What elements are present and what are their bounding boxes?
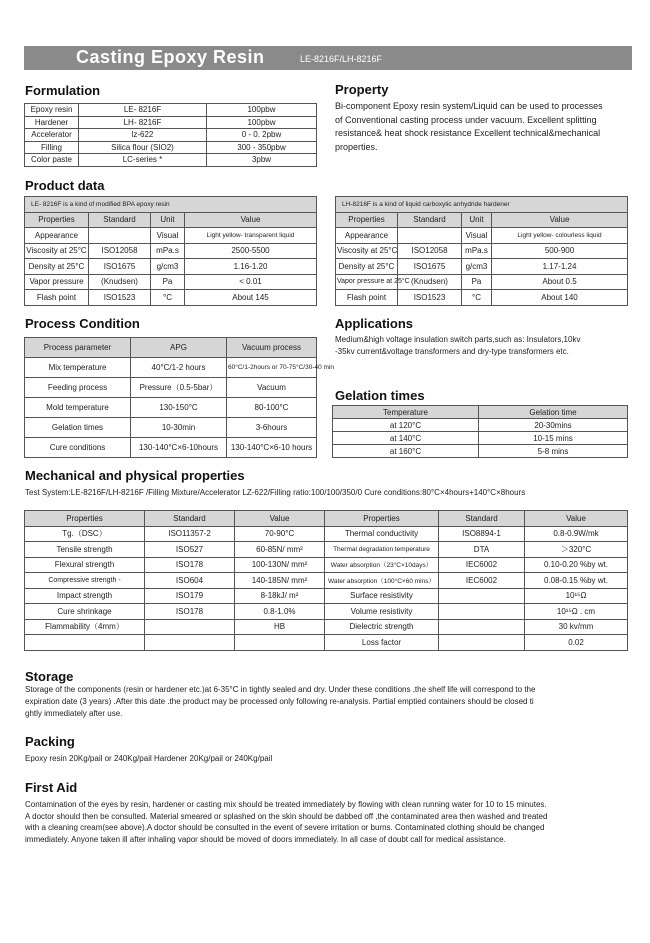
table-row bbox=[25, 116, 317, 129]
process-condition-table bbox=[24, 337, 335, 458]
table-cell: < 0.01 bbox=[185, 274, 317, 290]
table-cell: 10-30min bbox=[131, 418, 227, 438]
applications-line: -35kv current&voltage transformers and dry-type transformers etc. bbox=[335, 347, 569, 356]
table-cell: Surface resistivity bbox=[325, 588, 439, 604]
table-cell: 130-150°C bbox=[131, 398, 227, 418]
table-cell: Vapor pressure at 25°C bbox=[336, 274, 398, 290]
applications-heading: Applications bbox=[335, 316, 414, 331]
packing-heading: Packing bbox=[25, 734, 75, 749]
product-data-heading: Product data bbox=[25, 178, 105, 193]
column-header: Value bbox=[185, 212, 317, 228]
table-cell: Impact strength bbox=[25, 588, 145, 604]
table-cell bbox=[145, 635, 235, 651]
table-row bbox=[333, 445, 628, 458]
table-cell: Light yellow- colourless liquid bbox=[492, 228, 628, 244]
table-row bbox=[25, 259, 317, 275]
table-header-row bbox=[25, 338, 317, 358]
storage-heading: Storage bbox=[25, 669, 74, 684]
resin-product-table bbox=[24, 196, 317, 306]
table-cell: g/cm3 bbox=[462, 259, 492, 275]
formulation-heading: Formulation bbox=[25, 83, 101, 98]
table-cell: 100pbw bbox=[207, 104, 317, 117]
column-header: Standard bbox=[439, 511, 525, 527]
table-cell: Cure shrinkage bbox=[25, 604, 145, 620]
column-header: Properties bbox=[325, 511, 439, 527]
table-row bbox=[25, 604, 628, 620]
column-header: Gelation time bbox=[479, 406, 628, 419]
table-cell: 100-130N/ mm² bbox=[235, 557, 325, 573]
column-header: Vacuum process bbox=[227, 338, 317, 358]
table-cell: DTA bbox=[439, 542, 525, 558]
table-cell bbox=[398, 228, 462, 244]
storage-description bbox=[25, 684, 635, 720]
table-cell: lz-622 bbox=[79, 129, 207, 142]
table-cell: 130-140°C×6-10 hours bbox=[227, 438, 317, 458]
process-condition-heading: Process Condition bbox=[25, 316, 140, 331]
table-cell: 0.8-1.0% bbox=[235, 604, 325, 620]
column-header: Standard bbox=[145, 511, 235, 527]
table-cell: 500-900 bbox=[492, 243, 628, 259]
table-cell: Density at 25°C bbox=[336, 259, 398, 275]
table-row bbox=[25, 619, 628, 635]
table-cell: °C bbox=[151, 290, 185, 306]
table-cell: 0.08-0.15 %by wt. bbox=[525, 573, 628, 589]
table-cell: Feeding process bbox=[25, 378, 131, 398]
table-cell: 3pbw bbox=[207, 154, 317, 167]
property-line: of Conventional casting process under vacuum. Excellent splitting bbox=[335, 114, 597, 125]
table-cell: LC-series * bbox=[79, 154, 207, 167]
table-cell: 1.17-1.24 bbox=[492, 259, 628, 275]
gelation-times-table bbox=[332, 405, 628, 458]
table-cell: LH- 8216F bbox=[79, 116, 207, 129]
table-cell: ISO11357-2 bbox=[145, 526, 235, 542]
table-cell: Flammability（4mm） bbox=[25, 619, 145, 635]
column-header: Unit bbox=[462, 212, 492, 228]
table-cell: 0.02 bbox=[525, 635, 628, 651]
first-aid-heading: First Aid bbox=[25, 780, 78, 795]
table-cell: About 145 bbox=[185, 290, 317, 306]
table-cell: Flash point bbox=[25, 290, 89, 306]
table-cell: 10-15 mins bbox=[479, 432, 628, 445]
property-line: Bi-component Epoxy resin system/Liquid can be used to processes bbox=[335, 101, 603, 111]
first-aid-line: with a cleaning cream(see above).A doctor should be consulted in the event of severe irritation or burns. Contaminated clothing should be changed bbox=[25, 823, 545, 832]
column-header: Process parameter bbox=[25, 338, 131, 358]
table-header-row bbox=[336, 212, 628, 228]
table-cell bbox=[439, 635, 525, 651]
table-row bbox=[25, 573, 628, 589]
table-row bbox=[25, 557, 628, 573]
table-cell: IEC6002 bbox=[439, 557, 525, 573]
table-cell: 60-85N/ mm² bbox=[235, 542, 325, 558]
table-cell: ISO1523 bbox=[398, 290, 462, 306]
table-row bbox=[25, 588, 628, 604]
column-header: Standard bbox=[398, 212, 462, 228]
table-cell bbox=[25, 635, 145, 651]
storage-line: expiration date (3 years) .After this date .the product may be processed only following re-analysis. Partial emptied containers should be closed ti bbox=[25, 697, 534, 706]
table-cell: HB bbox=[235, 619, 325, 635]
mechanical-heading: Mechanical and physical properties bbox=[25, 468, 245, 483]
table-cell: Dielectric strength bbox=[325, 619, 439, 635]
table-row bbox=[336, 290, 628, 306]
column-header: Properties bbox=[25, 511, 145, 527]
table-cell: ISO1675 bbox=[89, 259, 151, 275]
table-row bbox=[25, 243, 317, 259]
table-cell: 3-6hours bbox=[227, 418, 317, 438]
table-row bbox=[25, 228, 317, 244]
table-cell: (Knudsen) bbox=[89, 274, 151, 290]
table-cell: Appearance bbox=[25, 228, 89, 244]
table-row bbox=[25, 526, 628, 542]
table-cell bbox=[89, 228, 151, 244]
table-cell: ISO12058 bbox=[89, 243, 151, 259]
table-cell: Volume resistivity bbox=[325, 604, 439, 620]
table-cell: About 0.5 bbox=[492, 274, 628, 290]
table-cell: Appearance bbox=[336, 228, 398, 244]
table-cell: Thermal degradation temperature bbox=[325, 542, 439, 558]
first-aid-line: A doctor should then be consulted. Material smeared or splashed on the skin should be dabbed off ,the contaminated area then washed and treated bbox=[25, 811, 548, 821]
table-row bbox=[336, 259, 628, 275]
table-cell: Water absorption（100°C×60 mins） bbox=[325, 573, 439, 589]
table-cell: ISO604 bbox=[145, 573, 235, 589]
table-cell bbox=[145, 619, 235, 635]
table-cell: mPa.s bbox=[462, 243, 492, 259]
first-aid-description bbox=[25, 799, 637, 845]
table-cell: Flexural strength bbox=[25, 557, 145, 573]
column-header: Value bbox=[235, 511, 325, 527]
table-cell: ISO1675 bbox=[398, 259, 462, 275]
table-cell: Pressure（0.5-5bar） bbox=[131, 378, 227, 398]
table-row bbox=[336, 274, 628, 290]
table-cell: ISO178 bbox=[145, 557, 235, 573]
first-aid-line: immediately. Anyone taken ill after inhaling vapor should be moved of doors immediately. In all case of doubt call for medical assistance. bbox=[25, 834, 506, 844]
table-cell: Pa bbox=[462, 274, 492, 290]
table-cell: ISO179 bbox=[145, 588, 235, 604]
table-cell bbox=[439, 619, 525, 635]
property-heading: Property bbox=[335, 82, 389, 97]
gelation-times-heading: Gelation times bbox=[335, 388, 425, 403]
table-header-row bbox=[333, 406, 628, 419]
table-cell: 80-100°C bbox=[227, 398, 317, 418]
table-row bbox=[25, 154, 317, 167]
table-cell: Gelation times bbox=[25, 418, 131, 438]
table-cell: Visual bbox=[462, 228, 492, 244]
table-cell: 130-140°C×6-10hours bbox=[131, 438, 227, 458]
table-cell: Compressive strength - bbox=[25, 573, 145, 589]
table-cell: Color paste bbox=[25, 154, 79, 167]
table-cell: 5-8 mins bbox=[479, 445, 628, 458]
table-row bbox=[25, 358, 317, 378]
table-cell: 60°C/1-2hours or 70-75°C/30-40 min bbox=[227, 358, 317, 378]
applications-line: Medium&high voltage insulation switch parts,such as: Insulators,10kv bbox=[335, 335, 581, 344]
table-cell: 1.16-1.20 bbox=[185, 259, 317, 275]
property-description bbox=[335, 100, 635, 154]
column-header: Value bbox=[492, 212, 628, 228]
table-cell: Tensile strength bbox=[25, 542, 145, 558]
table-cell: 10¹⁵Ω bbox=[525, 588, 628, 604]
table-cell: Loss factor bbox=[325, 635, 439, 651]
table-cell: Vapor pressure bbox=[25, 274, 89, 290]
table-cell bbox=[439, 604, 525, 620]
table-row bbox=[25, 438, 317, 458]
applications-description bbox=[335, 334, 635, 358]
table-caption: LE- 8216F is a kind of modified BPA epoxy resin bbox=[25, 197, 317, 213]
table-cell: Mold temperature bbox=[25, 398, 131, 418]
table-cell: 70-90°C bbox=[235, 526, 325, 542]
table-row bbox=[25, 418, 317, 438]
table-cell: at 160°C bbox=[333, 445, 479, 458]
table-cell: 0.10-0.20 %by wt. bbox=[525, 557, 628, 573]
table-cell: 0.8-0.9W/mk bbox=[525, 526, 628, 542]
table-cell: Tg.（DSC） bbox=[25, 526, 145, 542]
table-cell: Viscosity at 25°C bbox=[336, 243, 398, 259]
table-row bbox=[336, 243, 628, 259]
table-header-row bbox=[25, 511, 628, 527]
table-cell: °C bbox=[462, 290, 492, 306]
column-header: Temperature bbox=[333, 406, 479, 419]
table-cell: (Knudsen) bbox=[398, 274, 462, 290]
table-cell: ISO8894-1 bbox=[439, 526, 525, 542]
table-row bbox=[25, 398, 317, 418]
table-cell: Epoxy resin bbox=[25, 104, 79, 117]
property-line: resistance& heat shock resistance Excellent technical&mechanical bbox=[335, 128, 601, 138]
title-banner bbox=[24, 46, 632, 70]
table-cell: Accelerator bbox=[25, 129, 79, 142]
table-cell: Cure conditions bbox=[25, 438, 131, 458]
column-header: Unit bbox=[151, 212, 185, 228]
table-cell: 30 kv/mm bbox=[525, 619, 628, 635]
table-cell: ISO178 bbox=[145, 604, 235, 620]
mechanical-properties-table bbox=[24, 510, 628, 651]
table-cell: Pa bbox=[151, 274, 185, 290]
table-cell: 40°C/1-2 hours bbox=[131, 358, 227, 378]
table-header-row bbox=[25, 212, 317, 228]
table-cell: 20-30mins bbox=[479, 419, 628, 432]
table-cell: Mix temperature bbox=[25, 358, 131, 378]
storage-line: ghtly immediately after use. bbox=[25, 709, 123, 718]
table-cell: ISO1523 bbox=[89, 290, 151, 306]
hardener-product-table bbox=[335, 196, 628, 306]
property-line: properties. bbox=[335, 141, 378, 152]
table-cell: Water absorption（23°C×10days） bbox=[325, 557, 439, 573]
table-cell bbox=[235, 635, 325, 651]
table-cell: LE- 8216F bbox=[79, 104, 207, 117]
table-cell: Filling bbox=[25, 141, 79, 154]
table-caption: LH-8216F is a kind of liquid carboxylic anhydride hardener bbox=[336, 197, 628, 213]
packing-description: Epoxy resin 20Kg/pail or 240Kg/pail Hardener 20Kg/pail or 240Kg/pail bbox=[25, 754, 273, 763]
column-header: APG bbox=[131, 338, 227, 358]
table-cell bbox=[439, 588, 525, 604]
table-cell: Silica flour (SIO2) bbox=[79, 141, 207, 154]
table-cell: About 140 bbox=[492, 290, 628, 306]
column-header: Value bbox=[525, 511, 628, 527]
table-cell: ISO12058 bbox=[398, 243, 462, 259]
table-cell: 8-18kJ/ m² bbox=[235, 588, 325, 604]
column-header: Properties bbox=[25, 212, 89, 228]
formulation-table bbox=[24, 103, 317, 167]
table-cell: mPa.s bbox=[151, 243, 185, 259]
column-header: Standard bbox=[89, 212, 151, 228]
table-cell: Thermal conductivity bbox=[325, 526, 439, 542]
table-cell: ＞320°C bbox=[525, 542, 628, 558]
table-cell: Vacuum bbox=[227, 378, 317, 398]
test-system-line: Test System:LE-8216F/LH-8216F /Filling Mixture/Accelerator LZ-622/Filling ratio:100/100/350/0 Cure conditions:80°C×4hours+140°C×8hours bbox=[25, 488, 526, 497]
table-cell: Hardener bbox=[25, 116, 79, 129]
first-aid-line: Contamination of the eyes by resin, hardener or casting mix should be treated immediately by flowing with clean running water for 10 to 15 minutes. bbox=[25, 800, 547, 809]
table-cell: Visual bbox=[151, 228, 185, 244]
table-row bbox=[25, 378, 317, 398]
table-cell: Light yellow- transparent liquid bbox=[185, 228, 317, 244]
storage-line: Storage of the components (resin or hardener etc.)at 6-35°C in tightly sealed and dry. Under these conditions ,the shelf life will correspond to the bbox=[25, 685, 536, 694]
table-cell: 140-185N/ mm² bbox=[235, 573, 325, 589]
table-cell: Viscosity at 25°C bbox=[25, 243, 89, 259]
table-row bbox=[25, 290, 317, 306]
table-cell: IEC6002 bbox=[439, 573, 525, 589]
page-title: Casting Epoxy Resin bbox=[76, 47, 265, 67]
table-row bbox=[25, 542, 628, 558]
table-cell: 2500-5500 bbox=[185, 243, 317, 259]
table-row bbox=[25, 274, 317, 290]
column-header: Properties bbox=[336, 212, 398, 228]
table-row bbox=[336, 228, 628, 244]
table-cell: 10¹⁵Ω . cm bbox=[525, 604, 628, 620]
table-cell: Density at 25°C bbox=[25, 259, 89, 275]
table-cell: Flash point bbox=[336, 290, 398, 306]
table-row bbox=[25, 141, 317, 154]
table-row bbox=[25, 104, 317, 117]
table-cell: 0 - 0. 2pbw bbox=[207, 129, 317, 142]
page-subtitle: LE-8216F/LH-8216F bbox=[300, 54, 383, 64]
table-cell: at 120°C bbox=[333, 419, 479, 432]
table-cell: g/cm3 bbox=[151, 259, 185, 275]
table-cell: 300 - 350pbw bbox=[207, 141, 317, 154]
table-cell: at 140°C bbox=[333, 432, 479, 445]
table-cell: 100pbw bbox=[207, 116, 317, 129]
table-cell: ISO527 bbox=[145, 542, 235, 558]
table-row bbox=[25, 635, 628, 651]
table-row bbox=[25, 129, 317, 142]
table-row bbox=[333, 419, 628, 432]
table-row bbox=[333, 432, 628, 445]
